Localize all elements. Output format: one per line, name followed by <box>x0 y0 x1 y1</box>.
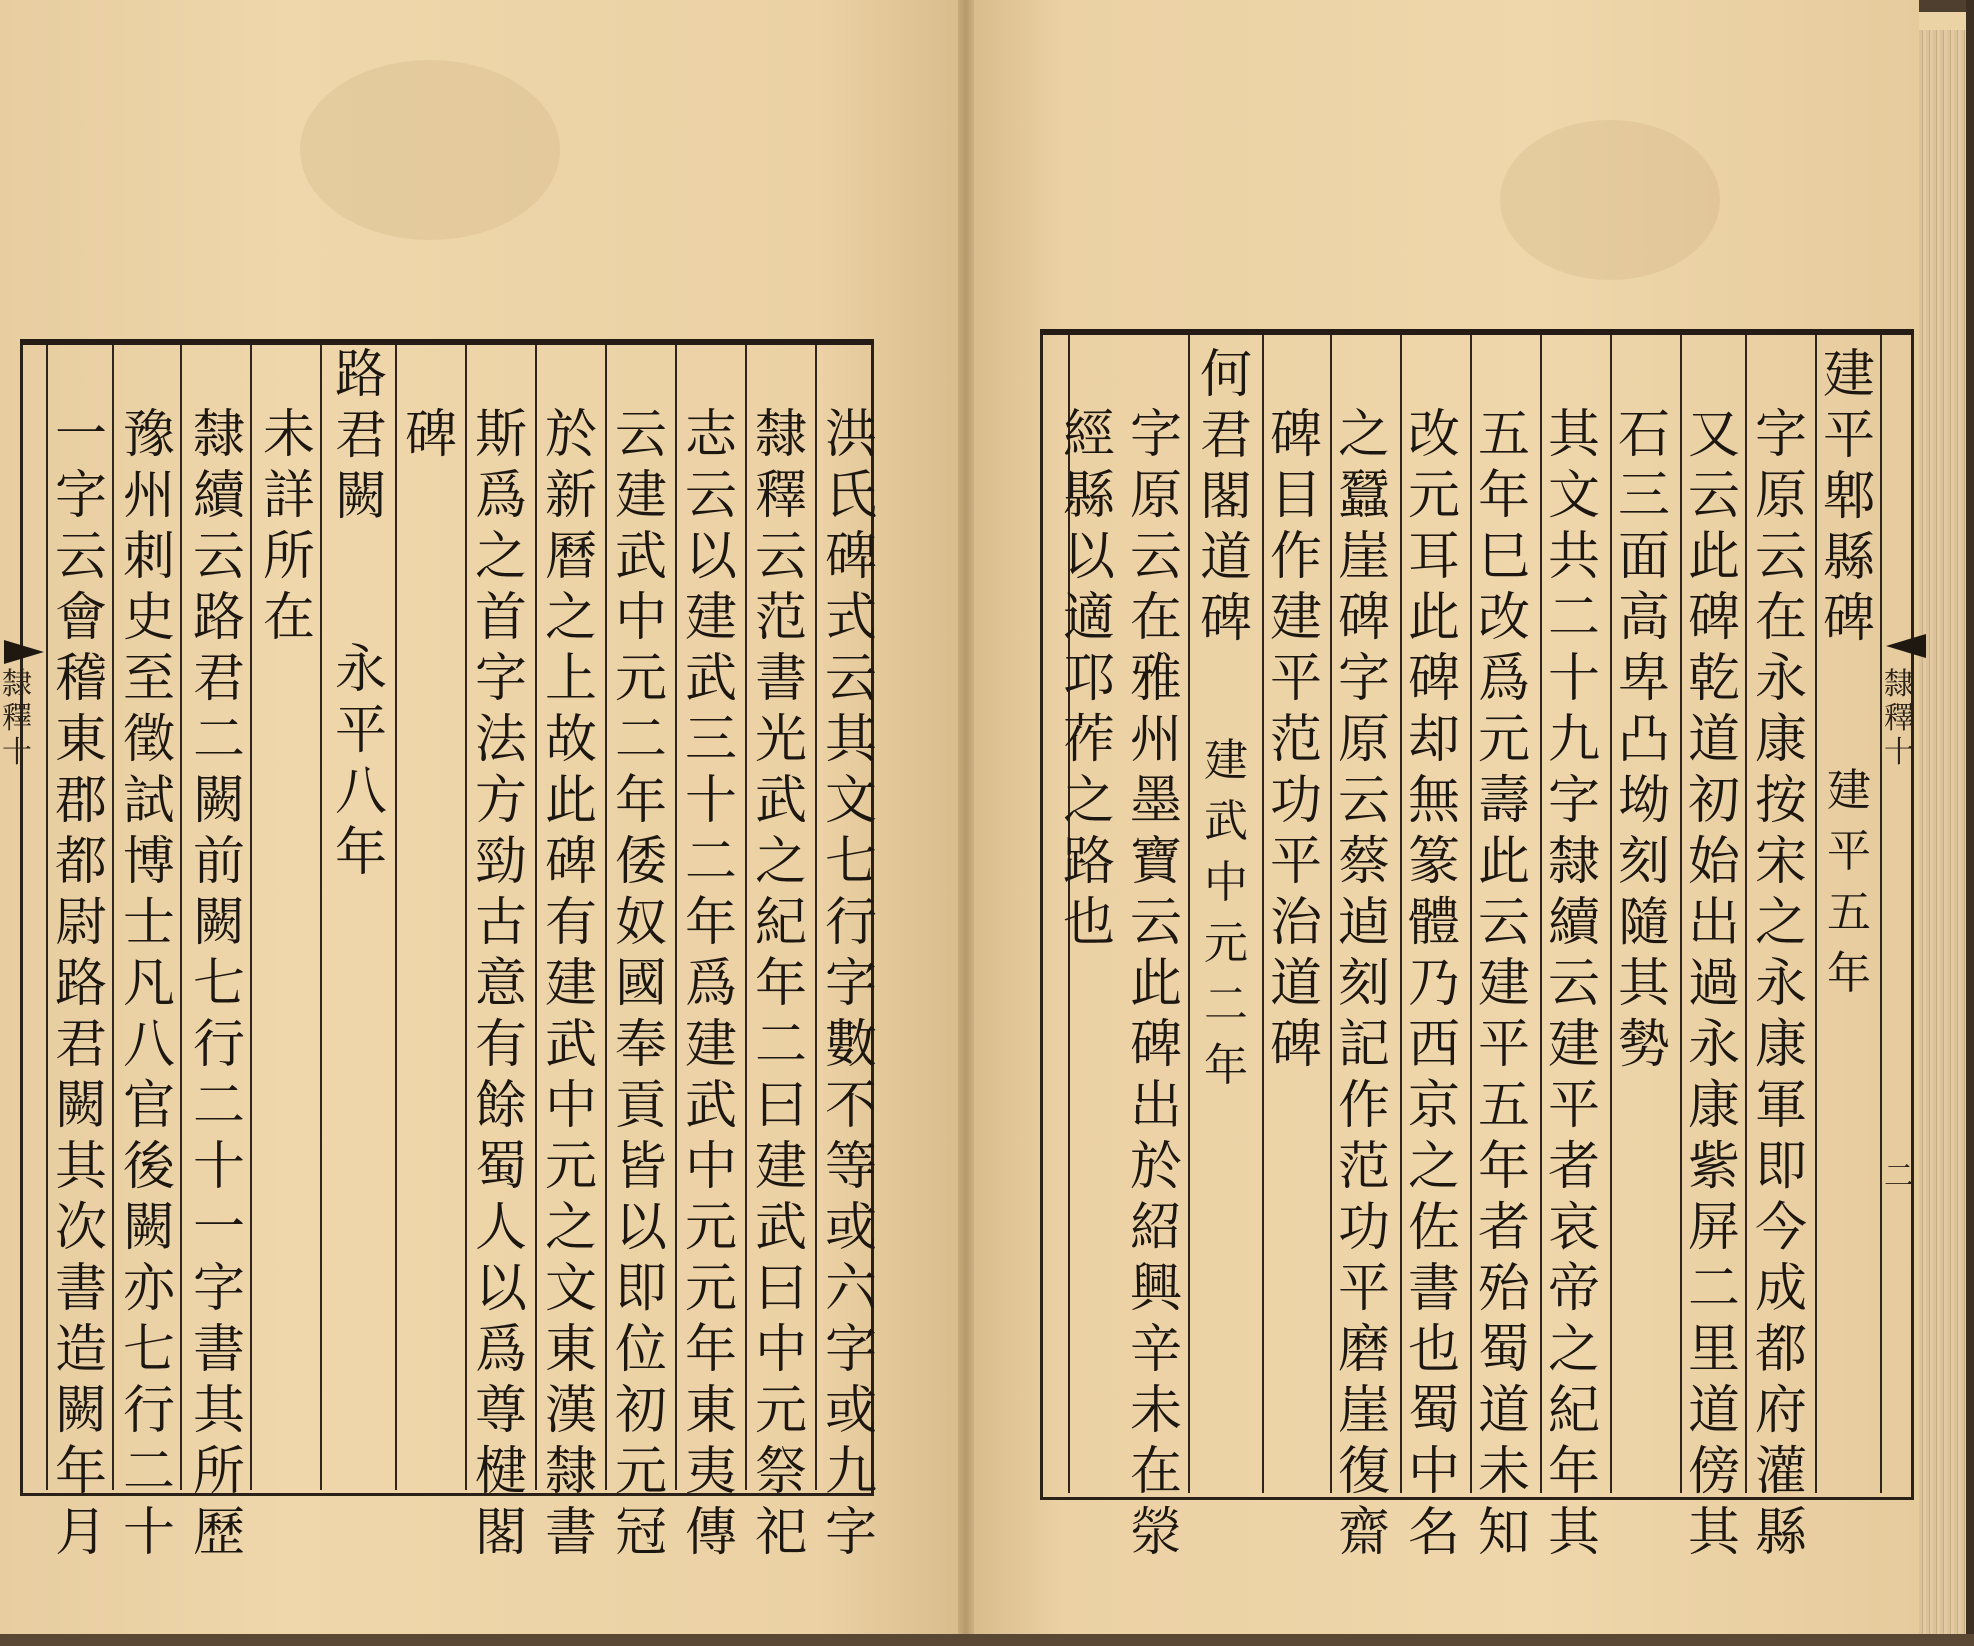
text-column: 建平五年 <box>1827 765 1871 999</box>
column-rule <box>1880 335 1882 1493</box>
text-column: 志云以建武三十二年爲建武中元元年東夷傳 <box>684 405 737 1563</box>
text-column: 其文共二十九字隸續云建平者哀帝之紀年其 <box>1547 405 1600 1563</box>
paper-stain <box>300 60 560 240</box>
column-rule <box>675 345 677 1490</box>
text-column: 豫州刺史至徵試博士凡八官後闕亦七行二十 <box>122 405 175 1563</box>
column-rule <box>1610 335 1612 1493</box>
column-rule <box>320 345 322 1490</box>
text-column: 永平八年 <box>334 640 387 883</box>
column-rule <box>1815 335 1817 1493</box>
text-column-title: 何君閣道碑 <box>1199 345 1252 649</box>
column-rule <box>1188 335 1190 1493</box>
column-rule <box>815 345 817 1490</box>
text-column: 五年巳改爲元壽此云建平五年者殆蜀道未知 <box>1477 405 1530 1563</box>
text-column-title: 建平郫縣碑 <box>1822 345 1875 649</box>
text-column: 洪氏碑式云其文七行字數不等或六字或九字 <box>824 405 877 1563</box>
folio-number: 二 <box>1884 1159 1914 1194</box>
paper-stain <box>1500 120 1720 280</box>
text-column: 字原云在永康按宋之永康軍即今成都府灌縣 <box>1754 405 1807 1563</box>
spine-title: 隸釋十 <box>2 667 32 770</box>
column-rule <box>1400 335 1402 1493</box>
column-rule <box>180 345 182 1490</box>
text-column: 斯爲之首字法方勁古意有餘蜀人以爲尊楗閣 <box>474 405 527 1563</box>
column-rule <box>1680 335 1682 1493</box>
text-column: 於新曆之上故此碑有建武中元之文東漢隸書 <box>544 405 597 1563</box>
text-column: 未詳所在 <box>262 405 315 648</box>
column-rule <box>465 345 467 1490</box>
text-column: 云建武中元二年倭奴國奉貢皆以即位初元冠 <box>614 405 667 1563</box>
column-rule <box>535 345 537 1490</box>
book-gutter <box>958 0 974 1646</box>
column-rule <box>1745 335 1747 1493</box>
scan-right-border <box>1966 0 1974 1646</box>
text-column: 路君闕 <box>334 345 387 527</box>
text-column: 建武中元二年 <box>1204 735 1248 1091</box>
column-rule <box>112 345 114 1490</box>
spine-title: 隸釋十 <box>1884 667 1914 770</box>
right-frame-top-rule <box>1040 329 1914 335</box>
text-column: 隸釋云范書光武之紀年二曰建武曰中元祭祀 <box>754 405 807 1563</box>
text-column: 碑目作建平范功平治道碑 <box>1269 405 1322 1075</box>
column-rule <box>395 345 397 1490</box>
column-rule <box>1540 335 1542 1493</box>
text-column: 字原云在雅州墨寶云此碑出於紹興辛未在滎 <box>1129 405 1182 1563</box>
scan-bottom-border <box>0 1634 1974 1646</box>
text-column: 碑 <box>404 405 457 465</box>
column-rule <box>605 345 607 1490</box>
column-rule <box>1262 335 1264 1493</box>
text-column: 之蠶崖碑字原云蔡逌刻記作范功平磨崖復齋 <box>1337 405 1390 1563</box>
column-rule <box>46 345 48 1490</box>
text-column: 經縣以適邛莋之路也 <box>1062 405 1115 953</box>
text-column: 隸續云路君二闕前闕七行二十一字書其所歷 <box>192 405 245 1563</box>
column-rule <box>250 345 252 1490</box>
text-column: 改元耳此碑却無篆體乃西京之佐書也蜀中名 <box>1407 405 1460 1563</box>
column-rule <box>1330 335 1332 1493</box>
column-rule <box>1470 335 1472 1493</box>
column-rule <box>745 345 747 1490</box>
text-column: 又云此碑乾道初始出過永康紫屏二里道傍其 <box>1687 405 1740 1563</box>
text-column: 一字云會稽東郡都尉路君闕其次書造闕年月 <box>54 405 107 1563</box>
text-column: 石三面高卑凸坳刻隨其勢 <box>1617 405 1670 1075</box>
